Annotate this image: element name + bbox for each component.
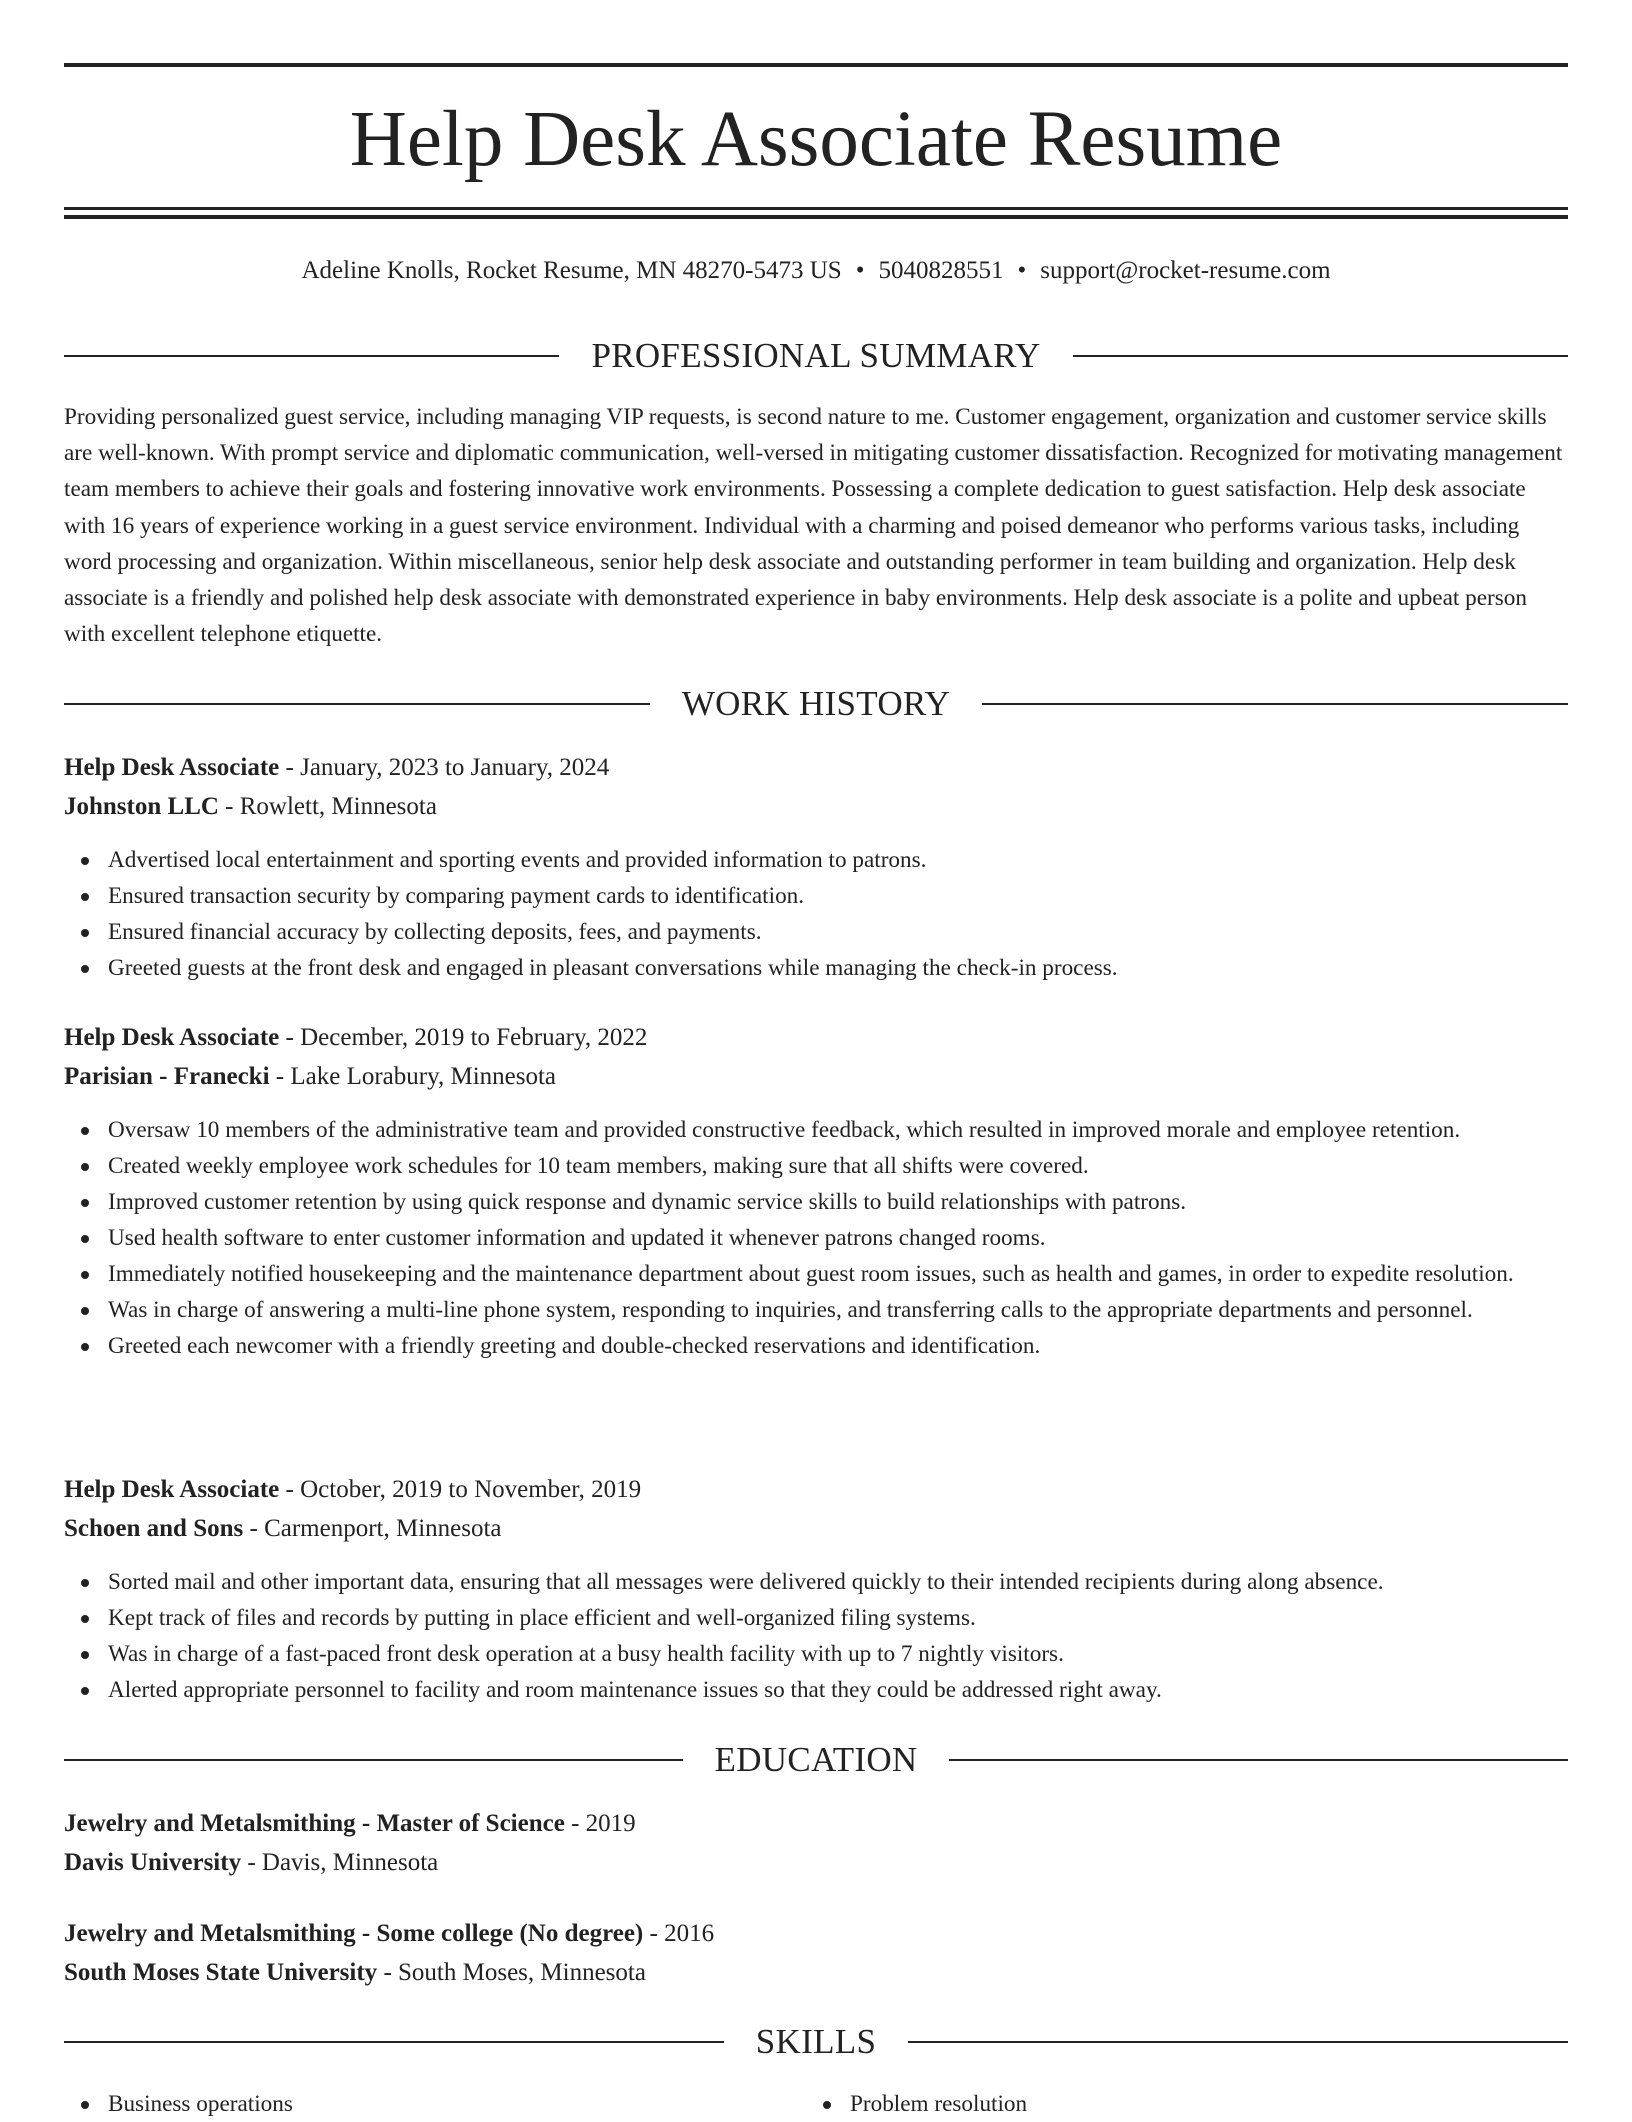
job-dates: - January, 2023 to January, 2024 (279, 754, 610, 781)
degree-line (64, 1914, 1568, 1953)
school-line (64, 1843, 1568, 1882)
bullet-icon (81, 1343, 89, 1351)
list-item: Kept track of files and records by putting in place efficient and well-organized filing systems. (64, 1600, 1568, 1636)
skills-column-left (64, 2086, 806, 2122)
list-item: Improved customer retention by using quick response and dynamic service skills to build relationships with patrons. (64, 1184, 1568, 1220)
list-item: Used health software to enter customer information and updated it whenever patrons changed rooms. (64, 1220, 1568, 1256)
title-rule-upper (64, 207, 1568, 210)
job-dates: - December, 2019 to February, 2022 (279, 1024, 648, 1051)
bullet-icon (81, 965, 89, 973)
list-item: Advertised local entertainment and sporting events and provided information to patrons. (64, 842, 1568, 878)
job-location: - Carmenport, Minnesota (243, 1515, 502, 1542)
section-title: EDUCATION (714, 1740, 918, 1779)
school-location: - Davis, Minnesota (241, 1849, 439, 1876)
section-title: PROFESSIONAL SUMMARY (591, 336, 1041, 375)
job-location: - Lake Lorabury, Minnesota (269, 1063, 557, 1090)
job-title-line (64, 1018, 1568, 1057)
skills-list (64, 2086, 1568, 2122)
job-entry (64, 1018, 1568, 1364)
heading-rule-left (64, 2041, 724, 2043)
job-company-line (64, 787, 1568, 826)
list-item: Greeted each newcomer with a friendly greeting and double-checked reservations and identification. (64, 1328, 1568, 1364)
bullet-icon (81, 1307, 89, 1315)
education-entry (64, 1914, 1568, 1992)
bullet-icon (81, 2101, 89, 2109)
section-title: WORK HISTORY (681, 684, 951, 723)
degree-name: Jewelry and Metalsmithing - Master of Science (64, 1810, 565, 1837)
education-heading (64, 1738, 1568, 1782)
list-item: Was in charge of answering a multi-line phone system, responding to inquiries, and transferring calls to the appropriate departments and personnel. (64, 1292, 1568, 1328)
job-duties (64, 1564, 1568, 1708)
contact-address: Adeline Knolls, Rocket Resume, MN 48270-5473 US (301, 257, 842, 284)
heading-rule-right (908, 2041, 1568, 2043)
skills-items (806, 2086, 1548, 2122)
contact-line (64, 253, 1568, 289)
list-item: Was in charge of a fast-paced front desk operation at a busy health facility with up to 7 nightly visitors. (64, 1636, 1568, 1672)
school-name: South Moses State University (64, 1959, 378, 1986)
work-history-heading (64, 682, 1568, 726)
job-title-line (64, 1470, 1568, 1509)
degree-year: - 2019 (564, 1810, 636, 1837)
list-item: Problem resolution (806, 2086, 1548, 2122)
heading-rule-left (64, 1759, 683, 1761)
list-item: Greeted guests at the front desk and engaged in pleasant conversations while managing the check-in process. (64, 950, 1568, 986)
job-entry (64, 748, 1568, 986)
bullet-icon (81, 857, 89, 865)
bullet-icon (81, 1615, 89, 1623)
job-title-line (64, 748, 1568, 787)
school-line (64, 1953, 1568, 1992)
list-item: Business operations (64, 2086, 806, 2122)
summary-heading (64, 334, 1568, 378)
contact-separator: • (1017, 257, 1027, 284)
list-item: Ensured transaction security by comparing payment cards to identification. (64, 878, 1568, 914)
job-company-line (64, 1057, 1568, 1096)
skills-heading (64, 2020, 1568, 2064)
job-duties (64, 1112, 1568, 1364)
heading-rule-left (64, 703, 650, 705)
skills-column-right (806, 2086, 1548, 2122)
bullet-icon (81, 1127, 89, 1135)
bullet-icon (81, 1651, 89, 1659)
skills-items (64, 2086, 806, 2122)
contact-separator: • (855, 257, 865, 284)
job-company: Johnston LLC (64, 793, 219, 820)
heading-rule-right (949, 1759, 1568, 1761)
bullet-icon (81, 1271, 89, 1279)
job-company-line (64, 1509, 1568, 1548)
summary-text: Providing personalized guest service, including managing VIP requests, is second nature to me. Customer engagement, organization and customer service skills are well-known. With prompt service and diplomatic communication, well-versed in mitigating customer dissatisfaction. Recognized for motivating management team members to achieve their goals and fostering innovative work environments. Possessing a complete dedication to guest satisfaction. Help desk associate with 16 years of experience working in a guest service environment. Individual with a charming and poised demeanor who performs various tasks, including word processing and organization. Within miscellaneous, senior help desk associate and outstanding performer in team building and organization. Help desk associate is a friendly and polished help desk associate with demonstrated experience in baby environments. Help desk associate is a polite and upbeat person with excellent telephone etiquette. (64, 404, 1563, 648)
bullet-icon (81, 893, 89, 901)
heading-rule-right (982, 703, 1568, 705)
job-company: Schoen and Sons (64, 1515, 244, 1542)
heading-rule-right (1073, 355, 1568, 357)
top-rule (64, 63, 1568, 67)
bullet-icon (81, 929, 89, 937)
list-item: Alerted appropriate personnel to facility and room maintenance issues so that they could be addressed right away. (64, 1672, 1568, 1708)
bullet-icon (81, 1163, 89, 1171)
bullet-icon (81, 1579, 89, 1587)
school-name: Davis University (64, 1849, 242, 1876)
section-title: SKILLS (755, 2022, 877, 2061)
job-company: Parisian - Franecki (64, 1063, 270, 1090)
heading-rule-left (64, 355, 559, 357)
job-duties (64, 842, 1568, 986)
contact-email: support@rocket-resume.com (1040, 257, 1331, 284)
list-item: Immediately notified housekeeping and the maintenance department about guest room issues, such as health and games, in order to expedite resolution. (64, 1256, 1568, 1292)
bullet-icon (81, 1199, 89, 1207)
bullet-icon (81, 1235, 89, 1243)
bullet-icon (81, 1687, 89, 1695)
document-title: Help Desk Associate Resume (349, 96, 1283, 183)
list-item: Created weekly employee work schedules for 10 team members, making sure that all shifts were covered. (64, 1148, 1568, 1184)
degree-year: - 2016 (643, 1920, 715, 1947)
education-entry (64, 1804, 1568, 1882)
title-rule-lower (64, 215, 1568, 219)
job-title: Help Desk Associate (64, 754, 280, 781)
job-location: - Rowlett, Minnesota (218, 793, 437, 820)
job-dates: - October, 2019 to November, 2019 (279, 1476, 642, 1503)
degree-name: Jewelry and Metalsmithing - Some college (No degree) (64, 1920, 644, 1947)
list-item: Sorted mail and other important data, ensuring that all messages were delivered quickly to their intended recipients during along absence. (64, 1564, 1568, 1600)
bullet-icon (823, 2101, 831, 2109)
job-title: Help Desk Associate (64, 1024, 280, 1051)
list-item: Ensured financial accuracy by collecting deposits, fees, and payments. (64, 914, 1568, 950)
school-location: - South Moses, Minnesota (377, 1959, 646, 1986)
degree-line (64, 1804, 1568, 1843)
contact-phone: 5040828551 (878, 257, 1004, 284)
job-title: Help Desk Associate (64, 1476, 280, 1503)
list-item: Oversaw 10 members of the administrative team and provided constructive feedback, which resulted in improved morale and employee retention. (64, 1112, 1568, 1148)
job-entry (64, 1470, 1568, 1708)
